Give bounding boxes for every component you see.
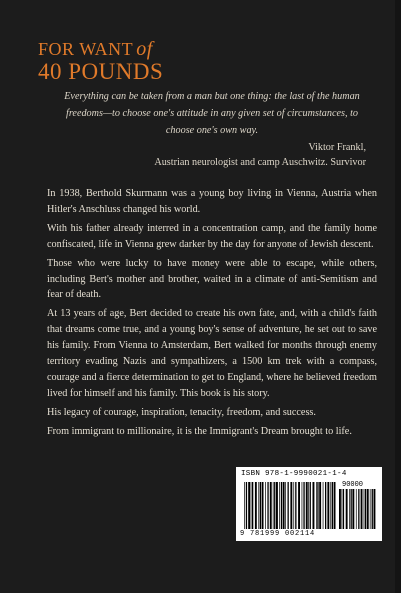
barcode-bar bbox=[365, 489, 366, 529]
barcode-bar bbox=[342, 489, 343, 529]
barcode-bar bbox=[356, 489, 357, 529]
barcode-bar bbox=[248, 482, 250, 529]
barcode-bar bbox=[351, 489, 352, 529]
book-title bbox=[38, 39, 163, 83]
barcode-bar bbox=[288, 482, 289, 529]
blurb-paragraph: At 13 years of age, Bert decided to create his own fate, and, with a child's faith that dreams come true, and a young boy's sense of adventure, he set out to save his family. From Vienna to Amsterdam, Bert walked for months through enemy territory evading Nazis and sympathizers, a 1500 km trek with a compass, courage and a fierce determination to get to England, where he believed freedom lived for himself and his family. This book is his story. bbox=[47, 308, 377, 399]
barcode-bar bbox=[319, 482, 321, 529]
barcode-bar bbox=[251, 482, 252, 529]
barcode-bar bbox=[298, 482, 300, 529]
barcode-bar bbox=[244, 482, 245, 529]
barcode-bar bbox=[323, 482, 324, 529]
barcode-bar bbox=[273, 482, 274, 529]
barcode-bar bbox=[306, 482, 308, 529]
barcode-bar bbox=[352, 489, 354, 529]
barcode-bar bbox=[281, 482, 282, 529]
barcode-bar bbox=[372, 489, 373, 529]
barcode-bar bbox=[260, 482, 261, 529]
barcode-bar bbox=[267, 482, 268, 529]
barcode-bar bbox=[246, 482, 247, 529]
barcode-bar bbox=[343, 489, 344, 529]
barcode-bar bbox=[252, 482, 253, 529]
barcode-bar bbox=[279, 482, 280, 529]
title-line-1-text: FOR WANT bbox=[38, 39, 134, 59]
barcode-bar bbox=[255, 482, 257, 529]
barcode-addon-bars bbox=[339, 489, 376, 529]
barcode-bar bbox=[290, 482, 292, 529]
quote-attribution bbox=[136, 140, 366, 170]
cover-edge bbox=[395, 0, 401, 593]
barcode-bar bbox=[374, 489, 376, 529]
barcode-bar bbox=[258, 482, 259, 529]
barcode-bar bbox=[293, 482, 294, 529]
isbn-label: ISBN 978-1-9990021-1-4 bbox=[241, 470, 347, 478]
barcode-bar bbox=[339, 489, 341, 529]
barcode-bar bbox=[310, 482, 311, 529]
barcode-bar bbox=[330, 482, 331, 529]
barcode-addon-number: 90000 bbox=[342, 481, 364, 489]
barcode-bar bbox=[370, 489, 371, 529]
quote-author-description: Austrian neurologist and camp Auschwitz. Survivor bbox=[154, 157, 366, 168]
barcode-bar bbox=[303, 482, 304, 529]
barcode-bar bbox=[316, 482, 317, 529]
barcode-bar bbox=[317, 482, 318, 529]
barcode-bar bbox=[325, 482, 326, 529]
barcode-bar bbox=[285, 482, 286, 529]
barcode-bar bbox=[367, 489, 369, 529]
barcode-bar bbox=[327, 482, 329, 529]
barcode-bar bbox=[361, 489, 363, 529]
barcode-bar bbox=[332, 482, 333, 529]
book-blurb bbox=[47, 186, 377, 443]
isbn-barcode bbox=[236, 467, 382, 541]
title-line-2: 40 POUNDS bbox=[38, 59, 164, 84]
barcode-bar bbox=[364, 489, 365, 529]
barcode-bar bbox=[334, 482, 336, 529]
barcode-digits: 9 781999 002114 bbox=[240, 530, 316, 538]
barcode-bar bbox=[313, 482, 315, 529]
barcode-bar bbox=[358, 489, 359, 529]
barcode-bar bbox=[346, 489, 348, 529]
blurb-paragraph: In 1938, Berthold Skurmann was a young boy living in Vienna, Austria when Hitler's Anschluss changed his world. bbox=[47, 188, 377, 215]
barcode-bar bbox=[302, 482, 303, 529]
barcode-bar bbox=[283, 482, 285, 529]
title-of: of bbox=[136, 38, 153, 60]
blurb-paragraph: His legacy of courage, inspiration, tenacity, freedom, and success. bbox=[47, 406, 316, 418]
blurb-paragraph: From immigrant to millionaire, it is the Immigrant's Dream brought to life. bbox=[47, 425, 352, 437]
barcode-bar bbox=[349, 489, 350, 529]
quote-author: Viktor Frankl, bbox=[308, 142, 366, 153]
barcode-bars bbox=[244, 482, 336, 529]
barcode-bar bbox=[265, 482, 266, 529]
blurb-paragraph: Those who were lucky to have money were able to escape, while others, including Bert's mother and brother, waited in a climate of anti-Semitism and fear of death. bbox=[47, 257, 377, 301]
blurb-paragraph: With his father already interred in a concentration camp, and the family home confiscated, life in Vienna grew darker by the day for anyone of Jewish descent. bbox=[47, 222, 377, 250]
barcode-bar bbox=[262, 482, 264, 529]
barcode-bar bbox=[276, 482, 278, 529]
epigraph-quote: Everything can be taken from a man but one thing: the last of the human freedoms—to choose one's attitude in any given set of circumstances, to choose one's own way. bbox=[64, 91, 360, 136]
barcode-bar bbox=[274, 482, 275, 529]
barcode-bar bbox=[308, 482, 309, 529]
barcode-bar bbox=[270, 482, 272, 529]
barcode-bar bbox=[295, 482, 296, 529]
title-line-1 bbox=[38, 39, 163, 59]
